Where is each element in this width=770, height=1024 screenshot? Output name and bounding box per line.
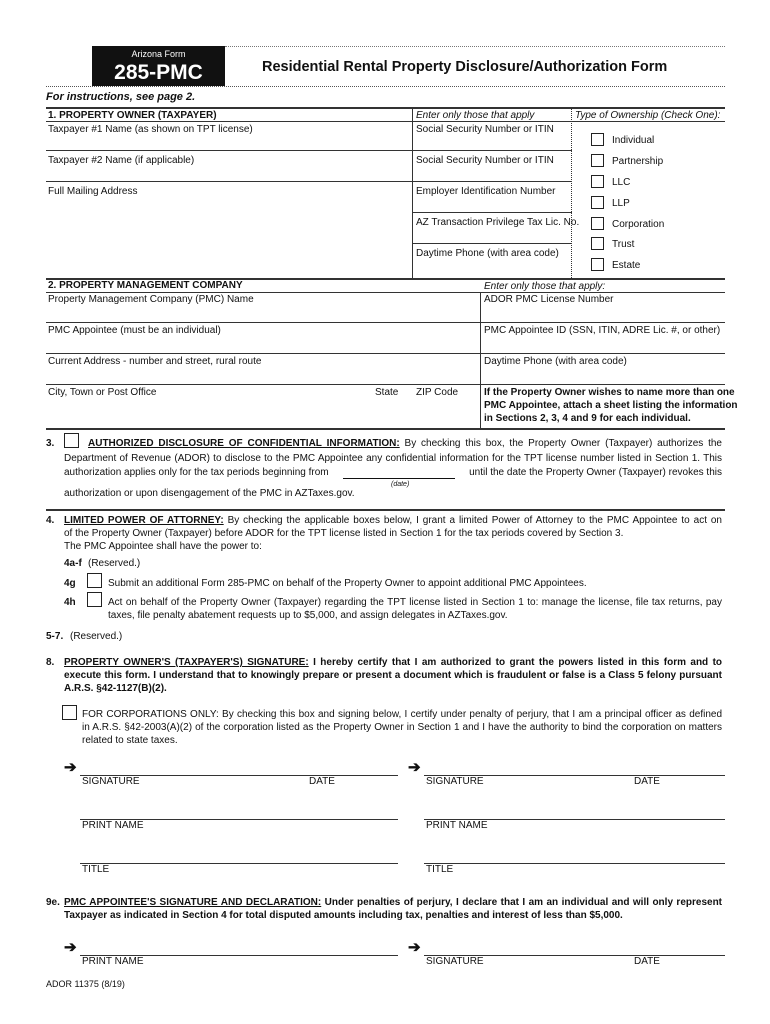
divider (480, 292, 481, 428)
section9e-line1 (64, 897, 722, 909)
section2-heading: 2. PROPERTY MANAGEMENT COMPANY (48, 280, 243, 291)
owner-signature-label: SIGNATURE (82, 776, 140, 787)
appointee-date-label: DATE (634, 956, 660, 967)
checkbox-corporation[interactable] (591, 217, 604, 230)
pmc-license-field[interactable]: ADOR PMC License Number (484, 294, 614, 305)
divider (46, 292, 725, 293)
owner2-signature-label: SIGNATURE (426, 776, 484, 787)
section4-line3: The PMC Appointee shall have the power to: (64, 541, 262, 552)
checkbox-trust[interactable] (591, 237, 604, 250)
ssn1-field[interactable]: Social Security Number or ITIN (416, 124, 554, 135)
divider (571, 108, 572, 278)
item-4g-label: 4g (64, 578, 76, 589)
ownership-corporation-label: Corporation (612, 219, 665, 230)
owner2-title-field[interactable] (424, 863, 725, 864)
taxpayer2-name-field[interactable]: Taxpayer #2 Name (if applicable) (48, 155, 195, 166)
ein-field[interactable]: Employer Identification Number (416, 186, 556, 197)
section9e-number: 9e. (46, 897, 60, 908)
section4-number: 4. (46, 515, 55, 526)
item-4h-label: 4h (64, 597, 76, 608)
divider (412, 108, 413, 278)
pmc-phone-field[interactable]: Daytime Phone (with area code) (484, 356, 627, 367)
owner2-title-label: TITLE (426, 864, 454, 875)
reserved-57-text: (Reserved.) (70, 631, 123, 642)
section4-title: LIMITED POWER OF ATTORNEY: (64, 515, 224, 526)
reserved-4af-label: 4a-f (64, 558, 82, 569)
section4-line1 (64, 515, 722, 527)
tpt-license-field[interactable]: AZ Transaction Privilege Tax Lic. No. (416, 217, 580, 228)
form-number: 285-PMC (114, 61, 203, 84)
reserved-57-label: 5-7. (46, 631, 64, 642)
section8-text: I hereby certify that I am authorized to grant the powers listed in this form and to (313, 657, 722, 668)
form-label: Arizona Form (131, 49, 186, 59)
section9e-line2: Taxpayer as indicated in Section 4 for total disputed amounts including tax, penalties and interest of less than $5,000. (64, 910, 623, 921)
arrow-right-icon: ➔ (408, 939, 421, 956)
appointee-signature-label: SIGNATURE (426, 956, 484, 967)
section3-line3b: until the date the Property Owner (Taxpayer) revokes this (469, 467, 722, 478)
section4-text: By checking the applicable boxes below, I grant a limited Power of Attorney to the PMC Appointee to act on (227, 515, 722, 526)
mailing-address-field[interactable]: Full Mailing Address (48, 186, 138, 197)
section8-number: 8. (46, 657, 55, 668)
ssn2-field[interactable]: Social Security Number or ITIN (416, 155, 554, 166)
divider (46, 86, 725, 87)
section9e-text: Under penalties of perjury, I declare that I am an individual and will only represent (324, 897, 722, 908)
section8-line1 (64, 657, 722, 669)
ownership-trust-label: Trust (612, 239, 635, 250)
divider (46, 322, 725, 323)
checkbox-4g[interactable] (87, 573, 102, 588)
divider (46, 181, 572, 182)
start-date-field[interactable] (343, 478, 455, 479)
section1-col2-heading: Enter only those that apply (416, 110, 535, 121)
section4-line2: of the Property Owner (Taxpayer) before ADOR for the TPT license listed in Section 1 for the tax periods covered by Section 3. (64, 528, 624, 539)
section8-title: PROPERTY OWNER'S (TAXPAYER'S) SIGNATURE: (64, 657, 309, 668)
divider (46, 121, 725, 122)
divider (46, 353, 725, 354)
ownership-individual-label: Individual (612, 135, 655, 146)
divider (46, 428, 725, 430)
corp-line2: in A.R.S. §42-2003(A)(2) of the corporation listed as the Property Owner in Section 1 and I have the authority to bind the corporation on matters (82, 722, 722, 733)
form-number-box (92, 46, 225, 86)
owner-print-name-label: PRINT NAME (82, 820, 144, 831)
ownership-llp-label: LLP (612, 198, 630, 209)
item-4g-text: Submit an additional Form 285-PMC on behalf of the Property Owner to appoint additional PMC Appointees. (108, 578, 587, 589)
corp-line1: FOR CORPORATIONS ONLY: By checking this box and signing below, I certify under penalty of perjury, that I am a principal officer as defined (82, 709, 722, 720)
form-footer: ADOR 11375 (8/19) (46, 979, 125, 989)
section9e-title: PMC APPOINTEE'S SIGNATURE AND DECLARATION: (64, 897, 322, 908)
arrow-right-icon: ➔ (64, 939, 77, 956)
reserved-4af-text: (Reserved.) (88, 558, 141, 569)
pmc-state-field[interactable]: State (375, 387, 399, 398)
divider (46, 150, 572, 151)
divider (46, 384, 725, 385)
section3-line4: authorization or upon disengagement of the PMC in AZTaxes.gov. (64, 488, 355, 499)
owner-title-label: TITLE (82, 864, 110, 875)
pmc-city-field[interactable]: City, Town or Post Office (48, 387, 157, 398)
section2-col2-heading: Enter only those that apply: (484, 281, 606, 292)
section3-line3a: authorization applies only for the tax periods beginning from (64, 467, 329, 478)
checkbox-llp[interactable] (591, 196, 604, 209)
instructions-note: For instructions, see page 2. (46, 91, 196, 103)
ownership-partnership-label: Partnership (612, 156, 664, 167)
owner2-date-label: DATE (634, 776, 660, 787)
pmc-name-field[interactable]: Property Management Company (PMC) Name (48, 294, 254, 305)
corporation-checkbox[interactable] (62, 705, 77, 720)
divider (46, 107, 725, 109)
divider (412, 243, 572, 244)
item-4h-line1: Act on behalf of the Property Owner (Taxpayer) regarding the TPT license listed in Section 1 to: manage the license, file tax returns, pay (108, 597, 722, 608)
owner2-print-name-label: PRINT NAME (426, 820, 488, 831)
section1-col3-heading: Type of Ownership (Check One): (575, 110, 721, 121)
divider (225, 46, 725, 47)
section3-line2: Department of Revenue (ADOR) to disclose to the PMC Appointee any confidential information for the TPT license number listed in Section 1. This (64, 453, 722, 464)
pmc-appointee-field[interactable]: PMC Appointee (must be an individual) (48, 325, 221, 336)
arrow-right-icon: ➔ (64, 759, 77, 776)
corp-line3: related to state taxes. (82, 735, 178, 746)
section1-heading: 1. PROPERTY OWNER (TAXPAYER) (48, 110, 217, 121)
checkbox-estate[interactable] (591, 258, 604, 271)
divider (46, 509, 725, 511)
pmc-zip-field[interactable]: ZIP Code (416, 387, 459, 398)
ownership-estate-label: Estate (612, 260, 641, 271)
section3-line1 (88, 438, 722, 450)
section3-title: AUTHORIZED DISCLOSURE OF CONFIDENTIAL INFORMATION: (88, 438, 400, 449)
disclosure-checkbox[interactable] (64, 433, 79, 448)
divider (412, 212, 572, 213)
appointee-print-name-label: PRINT NAME (82, 956, 144, 967)
form-title: Residential Rental Property Disclosure/Authorization Form (262, 59, 668, 75)
taxpayer1-name-field[interactable]: Taxpayer #1 Name (as shown on TPT license) (48, 124, 253, 135)
pmc-appointee-id-field[interactable]: PMC Appointee ID (SSN, ITIN, ADRE Lic. #, or other) (484, 325, 721, 336)
checkbox-llc[interactable] (591, 175, 604, 188)
checkbox-partnership[interactable] (591, 154, 604, 167)
date-caption: (date) (391, 481, 410, 488)
checkbox-4h[interactable] (87, 592, 102, 607)
owner-phone-field[interactable]: Daytime Phone (with area code) (416, 248, 559, 259)
section8-line3: A.R.S. §42-1127(B)(2). (64, 683, 167, 694)
ownership-llc-label: LLC (612, 177, 631, 188)
pmc-note-line: PMC Appointee, attach a sheet listing the information (484, 400, 738, 411)
owner-date-label: DATE (309, 776, 335, 787)
item-4h-line2: taxes, file penalty abatement requests up to $5,000, and assign delegates in AZTaxes.gov. (108, 610, 508, 621)
owner-title-field[interactable] (80, 863, 398, 864)
pmc-address-field[interactable]: Current Address - number and street, rural route (48, 356, 262, 367)
section8-line2: execute this form. I understand that to knowingly prepare or present a document which is fraudulent or false is a Class 5 felony pursuant (64, 670, 722, 681)
pmc-note-line: in Sections 2, 3, 4 and 9 for each individual. (484, 413, 691, 424)
checkbox-individual[interactable] (591, 133, 604, 146)
section3-number: 3. (46, 438, 55, 449)
pmc-note-line: If the Property Owner wishes to name more than one (484, 387, 735, 398)
section3-text: By checking this box, the Property Owner (Taxpayer) authorizes the (404, 438, 722, 449)
arrow-right-icon: ➔ (408, 759, 421, 776)
